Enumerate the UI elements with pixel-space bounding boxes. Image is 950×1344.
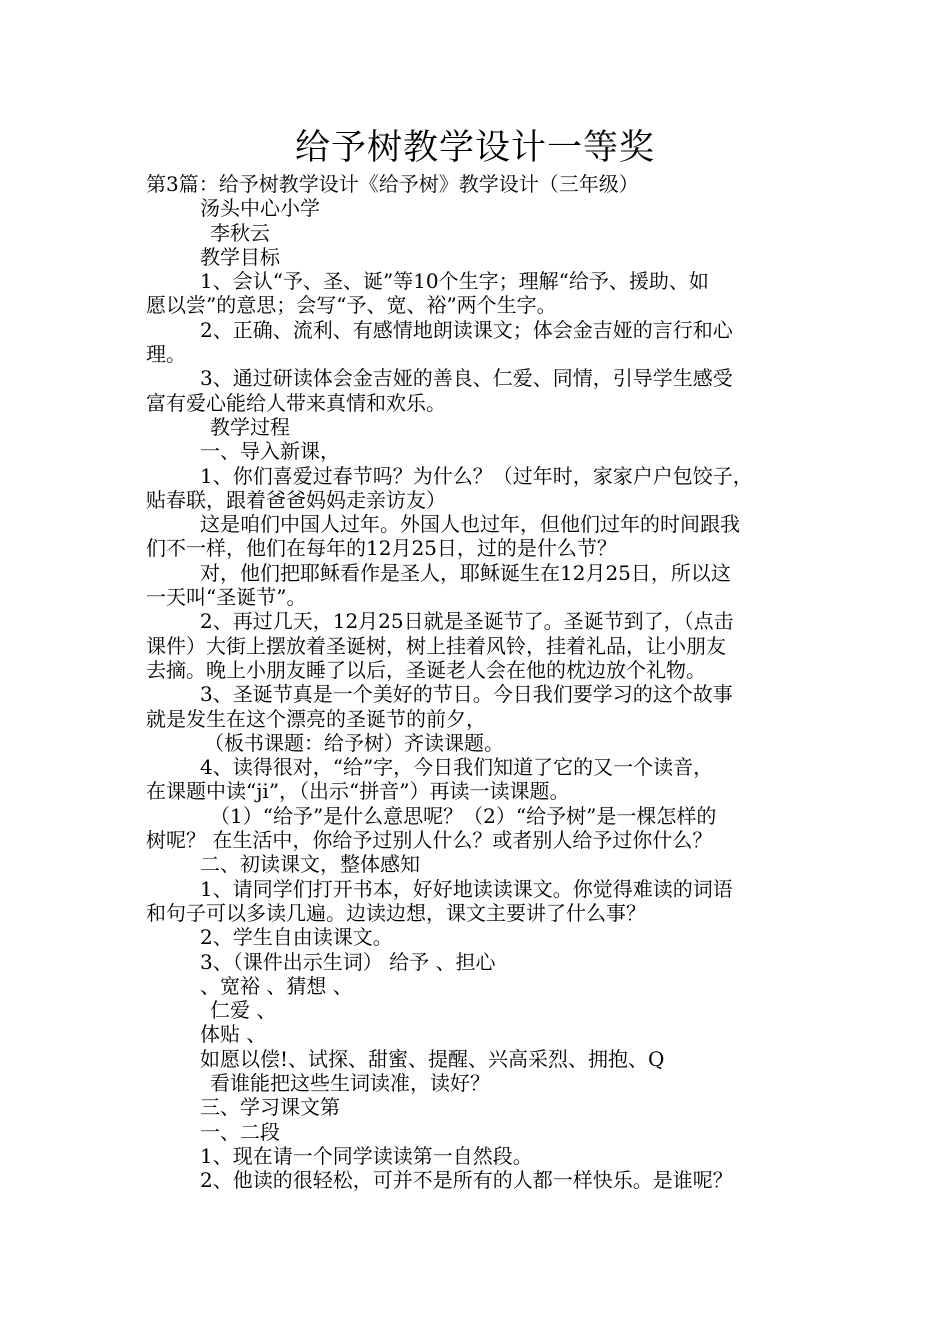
text-line: 二、初读课文，整体感知 (200, 852, 420, 877)
document-title: 给予树教学设计一等奖 (294, 128, 655, 168)
text-line: 1、请同学们打开书本，好好地读读课文。你觉得难读的词语 (200, 876, 733, 901)
text-line: 3、圣诞节真是一个美好的节日。今日我们要学习的这个故事 (200, 682, 733, 707)
text-line: 理。 (146, 342, 186, 367)
text-line: 就是发生在这个漂亮的圣诞节的前夕， (146, 706, 486, 731)
text-line: 2、再过几天，12月25日就是圣诞节了。圣诞节到了，（点击 (200, 609, 734, 634)
text-line: 看谁能把这些生词读准，读好？ (210, 1070, 490, 1095)
text-line: 第3篇：给予树教学设计《给予树》教学设计（三年级） (146, 172, 639, 196)
text-line: 一、二段 (200, 1119, 280, 1144)
text-line: 教学过程 (210, 414, 290, 439)
text-line: 树呢？ 在生活中，你给予过别人什么？或者别人给予过你什么？ (146, 828, 713, 853)
text-line: 仁爱 、 (210, 998, 277, 1023)
text-line: 对，他们把耶稣看作是圣人，耶稣诞生在12月25日，所以这 (200, 560, 731, 585)
document-body (146, 172, 810, 1192)
text-line: 2、正确、流利、有感情地朗读课文；体会金吉娅的言行和心 (200, 317, 733, 342)
text-line: 们不一样，他们在每年的12月25日，过的是什么节？ (146, 536, 617, 561)
text-line: 一、导入新课， (200, 439, 340, 464)
text-line: 课件）大街上摆放着圣诞树，树上挂着风铃，挂着礼品，让小朋友 (146, 633, 726, 658)
text-line: 汤头中心小学 (200, 196, 320, 221)
text-line: 3、（课件出示生词） 给予 、担心 (200, 949, 496, 974)
text-line: 和句子可以多读几遍。边读边想，课文主要讲了什么事？ (146, 900, 646, 925)
text-line: 愿以尝”的意思；会写“予、宽、裕”两个生字。 (146, 293, 557, 318)
text-line: 三、学习课文第 (200, 1095, 340, 1120)
text-line: 1、你们喜爱过春节吗？为什么？（过年时，家家户户包饺子， (200, 463, 753, 488)
text-line: 富有爱心能给人带来真情和欢乐。 (146, 390, 446, 415)
text-line: 贴春联，跟着爸爸妈妈走亲访友） (146, 487, 446, 512)
text-line: 3、通过研读体会金吉娅的善良、仁爱、同情，引导学生感受 (200, 366, 733, 391)
text-line: 教学目标 (200, 244, 280, 269)
text-line: （1）“给予”是什么意思呢？（2）“给予树”是一棵怎样的 (210, 803, 717, 828)
text-line: 2、学生自由读课文。 (200, 925, 393, 950)
text-line: 4、读得很对，“给”字，今日我们知道了它的又一个读音， (200, 755, 714, 780)
text-line: 去摘。晚上小朋友睡了以后，圣诞老人会在他的枕边放个礼物。 (146, 657, 706, 682)
text-line: 1、会认“予、圣、诞”等10个生字；理解“给予、援助、如 (200, 269, 709, 294)
text-line: 一天叫“圣诞节”。 (146, 585, 307, 610)
text-line: 李秋云 (210, 220, 270, 245)
text-line: 如愿以偿!、试探、甜蜜、提醒、兴高采烈、拥抱、Q (200, 1046, 665, 1071)
text-line: 1、现在请一个同学读读第一自然段。 (200, 1143, 533, 1168)
text-line: 2、他读的很轻松，可并不是所有的人都一样快乐。是谁呢？ (200, 1168, 733, 1193)
text-line: （板书课题：给予树）齐读课题。 (204, 730, 504, 755)
text-line: 在课题中读“ji”，（出示“拼音”）再读一读课题。 (146, 779, 570, 804)
text-line: 体贴 、 (200, 1022, 267, 1047)
text-line: 、宽裕 、猜想 、 (200, 973, 353, 998)
text-line: 这是咱们中国人过年。外国人也过年，但他们过年的时间跟我 (200, 512, 740, 537)
